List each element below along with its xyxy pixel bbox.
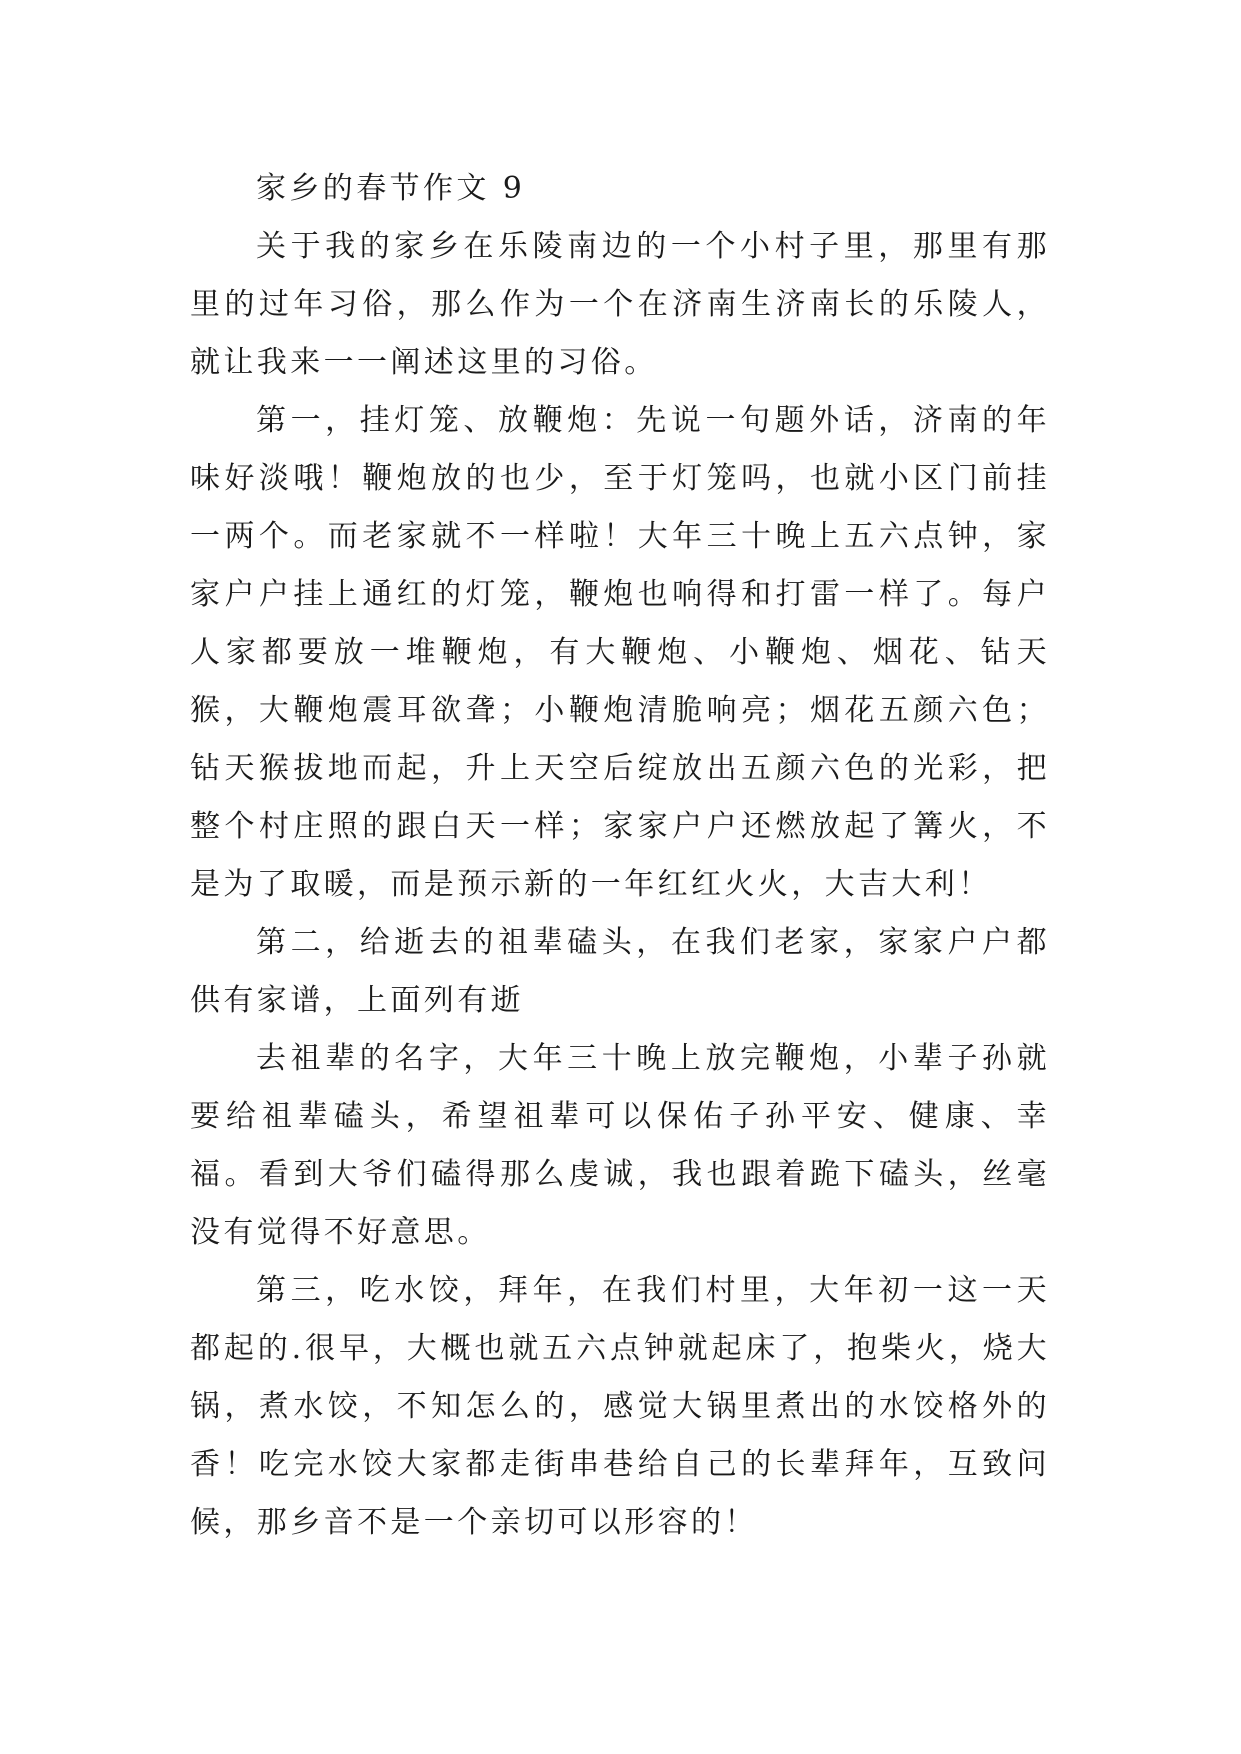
paragraph-dumplings-greetings: 第三，吃水饺，拜年，在我们村里，大年初一这一天都起的.很早，大概也就五六点钟就起床了，抱柴火，烧大锅，煮水饺，不知怎么的，感觉大锅里煮出的水饺格外的香！吃完水饺大家都走街串巷给自己的长辈拜年，互致问候，那乡音不是一个亲切可以形容的！ (190, 1273, 1050, 1540)
document-body (190, 160, 1050, 1552)
paragraph-intro: 关于我的家乡在乐陵南边的一个小村子里，那里有那里的过年习俗，那么作为一个在济南生济南长的乐陵人，就让我来一一阐述这里的习俗。 (190, 229, 1050, 380)
document-title: 家乡的春节作文 9 (256, 171, 526, 206)
paragraph-lanterns-firecrackers: 第一，挂灯笼、放鞭炮：先说一句题外话，济南的年味好淡哦！鞭炮放的也少，至于灯笼吗，也就小区门前挂一两个。而老家就不一样啦！大年三十晚上五六点钟，家家户户挂上通红的灯笼，鞭炮也响得和打雷一样了。每户人家都要放一堆鞭炮，有大鞭炮、小鞭炮、烟花、钻天猴，大鞭炮震耳欲聋；小鞭炮清脆响亮；烟花五颜六色；钻天猴拔地而起，升上天空后绽放出五颜六色的光彩，把整个村庄照的跟白天一样；家家户户还燃放起了篝火，不是为了取暖，而是预示新的一年红红火火，大吉大利！ (190, 403, 1050, 902)
paragraph-ancestors-part2: 去祖辈的名字，大年三十晚上放完鞭炮，小辈子孙就要给祖辈磕头，希望祖辈可以保佑子孙平安、健康、幸福。看到大爷们磕得那么虔诚，我也跟着跪下磕头，丝毫没有觉得不好意思。 (190, 1041, 1050, 1250)
paragraph-ancestors-part1: 第二，给逝去的祖辈磕头，在我们老家，家家户户都供有家谱，上面列有逝 (190, 925, 1050, 1018)
